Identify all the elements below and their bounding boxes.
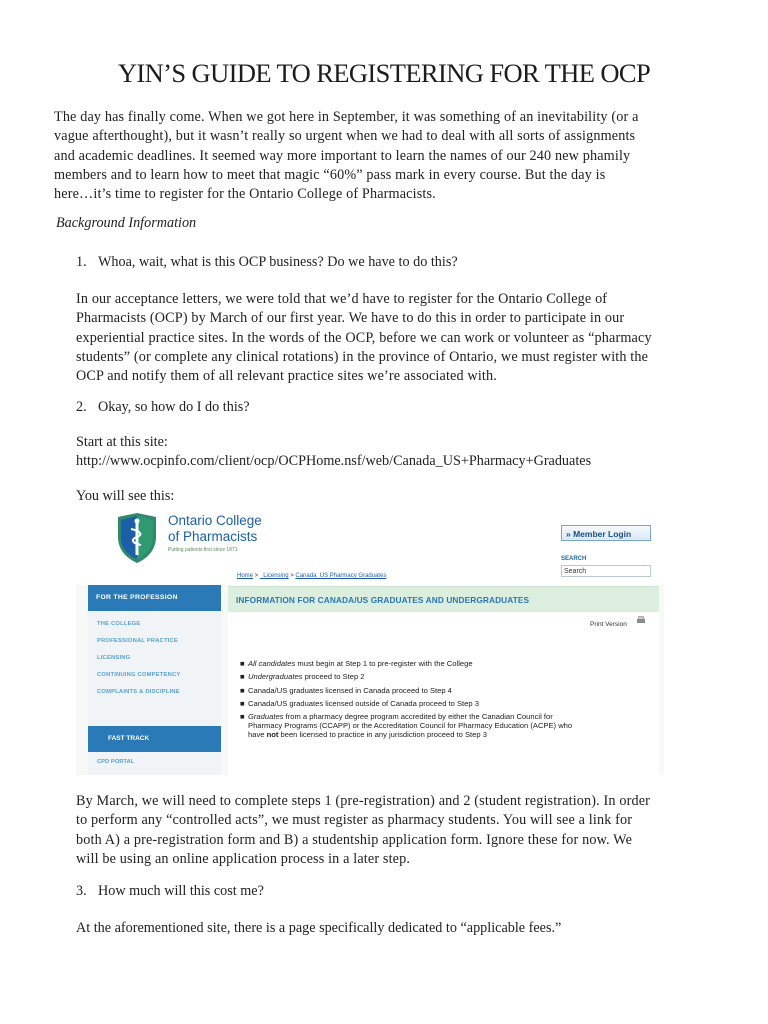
ocp-shield-logo-icon xyxy=(116,513,158,563)
answer-line: In our acceptance letters, we were told that we’d have to register for the Ontario College of xyxy=(76,291,608,307)
answer-line: OCP and notify them of all relevant practice sites we’re associated with. xyxy=(76,368,497,385)
question-text: How much will this cost me? xyxy=(98,883,264,899)
answer-line: Pharmacists (OCP) by March of our first year. We have to do this in order to participate in our xyxy=(76,310,625,327)
question-2 xyxy=(76,399,250,416)
printer-icon[interactable] xyxy=(636,616,646,624)
bullet-item: ■ Canada/US graduates licensed outside of Canada proceed to Step 3 xyxy=(240,699,479,708)
sidebar-item-continuing-competency[interactable]: CONTINUING COMPETENCY xyxy=(97,672,181,678)
start-text: Start at this site: xyxy=(76,434,168,450)
intro-line: here…it’s time to register for the Ontario College of Pharmacists. xyxy=(54,186,436,203)
site-sidebar xyxy=(88,585,221,775)
intro-line: members and to learn how to meet that magic “60%” pass mark in every course. But the day is xyxy=(54,166,606,183)
intro-line: The day has finally come. When we got here in September, it was something of an inevitability (or a xyxy=(54,109,639,125)
question-1 xyxy=(76,254,458,271)
search-input[interactable]: Search xyxy=(561,565,651,577)
bullet-emphasis: Undergraduates xyxy=(248,672,303,681)
bullet-item: ■ Graduates from a pharmacy degree program accredited by either the Canadian Council for Pharmacy Programs (CCAPP) or the Accreditation Council for Pharmacy Education (ACPE) who have not been licensed to practice in any jurisdiction proceed to Step 3 xyxy=(240,712,573,739)
fast-track-header[interactable]: FAST TRACK xyxy=(88,726,221,752)
sidebar-header: FOR THE PROFESSION xyxy=(88,585,221,611)
sidebar-item-professional-practice[interactable]: PROFESSIONAL PRACTICE xyxy=(97,638,179,644)
sidebar-item-licensing[interactable]: LICENSING xyxy=(97,655,131,661)
bullet-text: must begin at Step 1 to pre-register with the College xyxy=(295,659,473,668)
answer-line: both A) a pre-registration form and B) a studentship application form. Ignore these for now. We xyxy=(76,831,633,848)
breadcrumb-current[interactable]: Canada_US Pharmacy Graduates xyxy=(295,573,387,579)
question-text: Whoa, wait, what is this OCP business? Do we have to do this? xyxy=(98,254,458,270)
answer-3-text: At the aforementioned site, there is a page specifically dedicated to “applicable fees.” xyxy=(76,920,562,936)
intro-line: vague afterthought), but it wasn’t really so urgent when we had to deal with all sorts of assignments xyxy=(54,128,636,145)
question-3 xyxy=(76,883,264,900)
bullet-text: Canada/US graduates licensed in Canada proceed to Step 4 xyxy=(248,686,452,695)
info-section-header: INFORMATION FOR CANADA/US GRADUATES AND UNDERGRADUATES xyxy=(228,586,659,612)
answer-line: experiential practice sites. In the words of the OCP, before we can work or volunteer as “pharmacy xyxy=(76,329,652,346)
bullet-item: ■ Canada/US graduates licensed in Canada proceed to Step 4 xyxy=(240,686,452,695)
answer-1-paragraph xyxy=(76,290,714,386)
breadcrumb-separator: > xyxy=(253,573,260,579)
breadcrumb-home[interactable]: Home xyxy=(237,573,254,579)
bullet-emphasis: All candidates xyxy=(248,659,296,668)
sidebar-item-cpd-portal[interactable]: CPD PORTAL xyxy=(97,759,135,765)
print-version-link[interactable]: Print Version xyxy=(590,621,627,628)
question-number: 1. xyxy=(76,254,87,270)
bullet-item: ■ All candidates must begin at Step 1 to pre-register with the College xyxy=(240,659,473,668)
answer-line: By March, we will need to complete steps 1 (pre-registration) and 2 (student registration). In order xyxy=(76,793,651,809)
brand-name-line1: Ontario College xyxy=(168,513,262,528)
question-number: 3. xyxy=(76,883,87,899)
member-login-button[interactable]: » Member Login xyxy=(561,525,651,541)
bullet-text: proceed to Step 2 xyxy=(302,672,365,681)
sidebar-item-the-college[interactable]: THE COLLEGE xyxy=(97,621,141,627)
search-label: SEARCH xyxy=(561,556,587,562)
document-title: YIN’S GUIDE TO REGISTERING FOR THE OCP xyxy=(117,58,651,88)
breadcrumb-separator: > xyxy=(288,573,296,579)
answer-line: students” (or complete any clinical rotations) in the province of Ontario, we must register with the xyxy=(76,348,649,365)
ocp-website-screenshot xyxy=(76,505,664,775)
see-this-text: You will see this: xyxy=(76,488,175,504)
intro-line: and academic deadlines. It seemed way more important to learn the names of our 240 new phamily xyxy=(54,147,631,164)
background-heading: Background Information xyxy=(56,215,197,231)
question-text: Okay, so how do I do this? xyxy=(98,399,250,415)
bullet-emphasis: Graduates xyxy=(248,712,284,721)
answer-line: to perform any “controlled acts”, we must register as pharmacy students. You will see a link for xyxy=(76,812,633,829)
intro-paragraph xyxy=(54,108,714,204)
question-number: 2. xyxy=(76,399,87,415)
ocp-url[interactable]: http://www.ocpinfo.com/client/ocp/OCPHome.nsf/web/Canada_US+Pharmacy+Graduates xyxy=(76,453,592,469)
answer-line: will be using an online application process in a later step. xyxy=(76,850,411,867)
bullet-text: from a pharmacy degree program accredited by either the Canadian Council for Pharmacy Programs (CCAPP) or the Accreditation Council for Pharmacy Education (ACPE) who have not been licensed to practice in any jurisdiction proceed to Step 3 xyxy=(248,712,573,739)
answer-2-paragraph xyxy=(76,792,714,869)
bullet-item: ■ Undergraduates proceed to Step 2 xyxy=(240,672,365,681)
breadcrumb-licensing[interactable]: _Licensing xyxy=(259,573,289,579)
brand-name-line2: of Pharmacists xyxy=(168,529,258,544)
site-header xyxy=(76,505,664,585)
sidebar-item-complaints-discipline[interactable]: COMPLAINTS & DISCIPLINE xyxy=(97,689,180,695)
breadcrumb xyxy=(237,573,386,579)
bullet-text: Canada/US graduates licensed outside of Canada proceed to Step 3 xyxy=(248,699,479,708)
brand-tagline: Putting patients first since 1871 xyxy=(168,547,238,553)
